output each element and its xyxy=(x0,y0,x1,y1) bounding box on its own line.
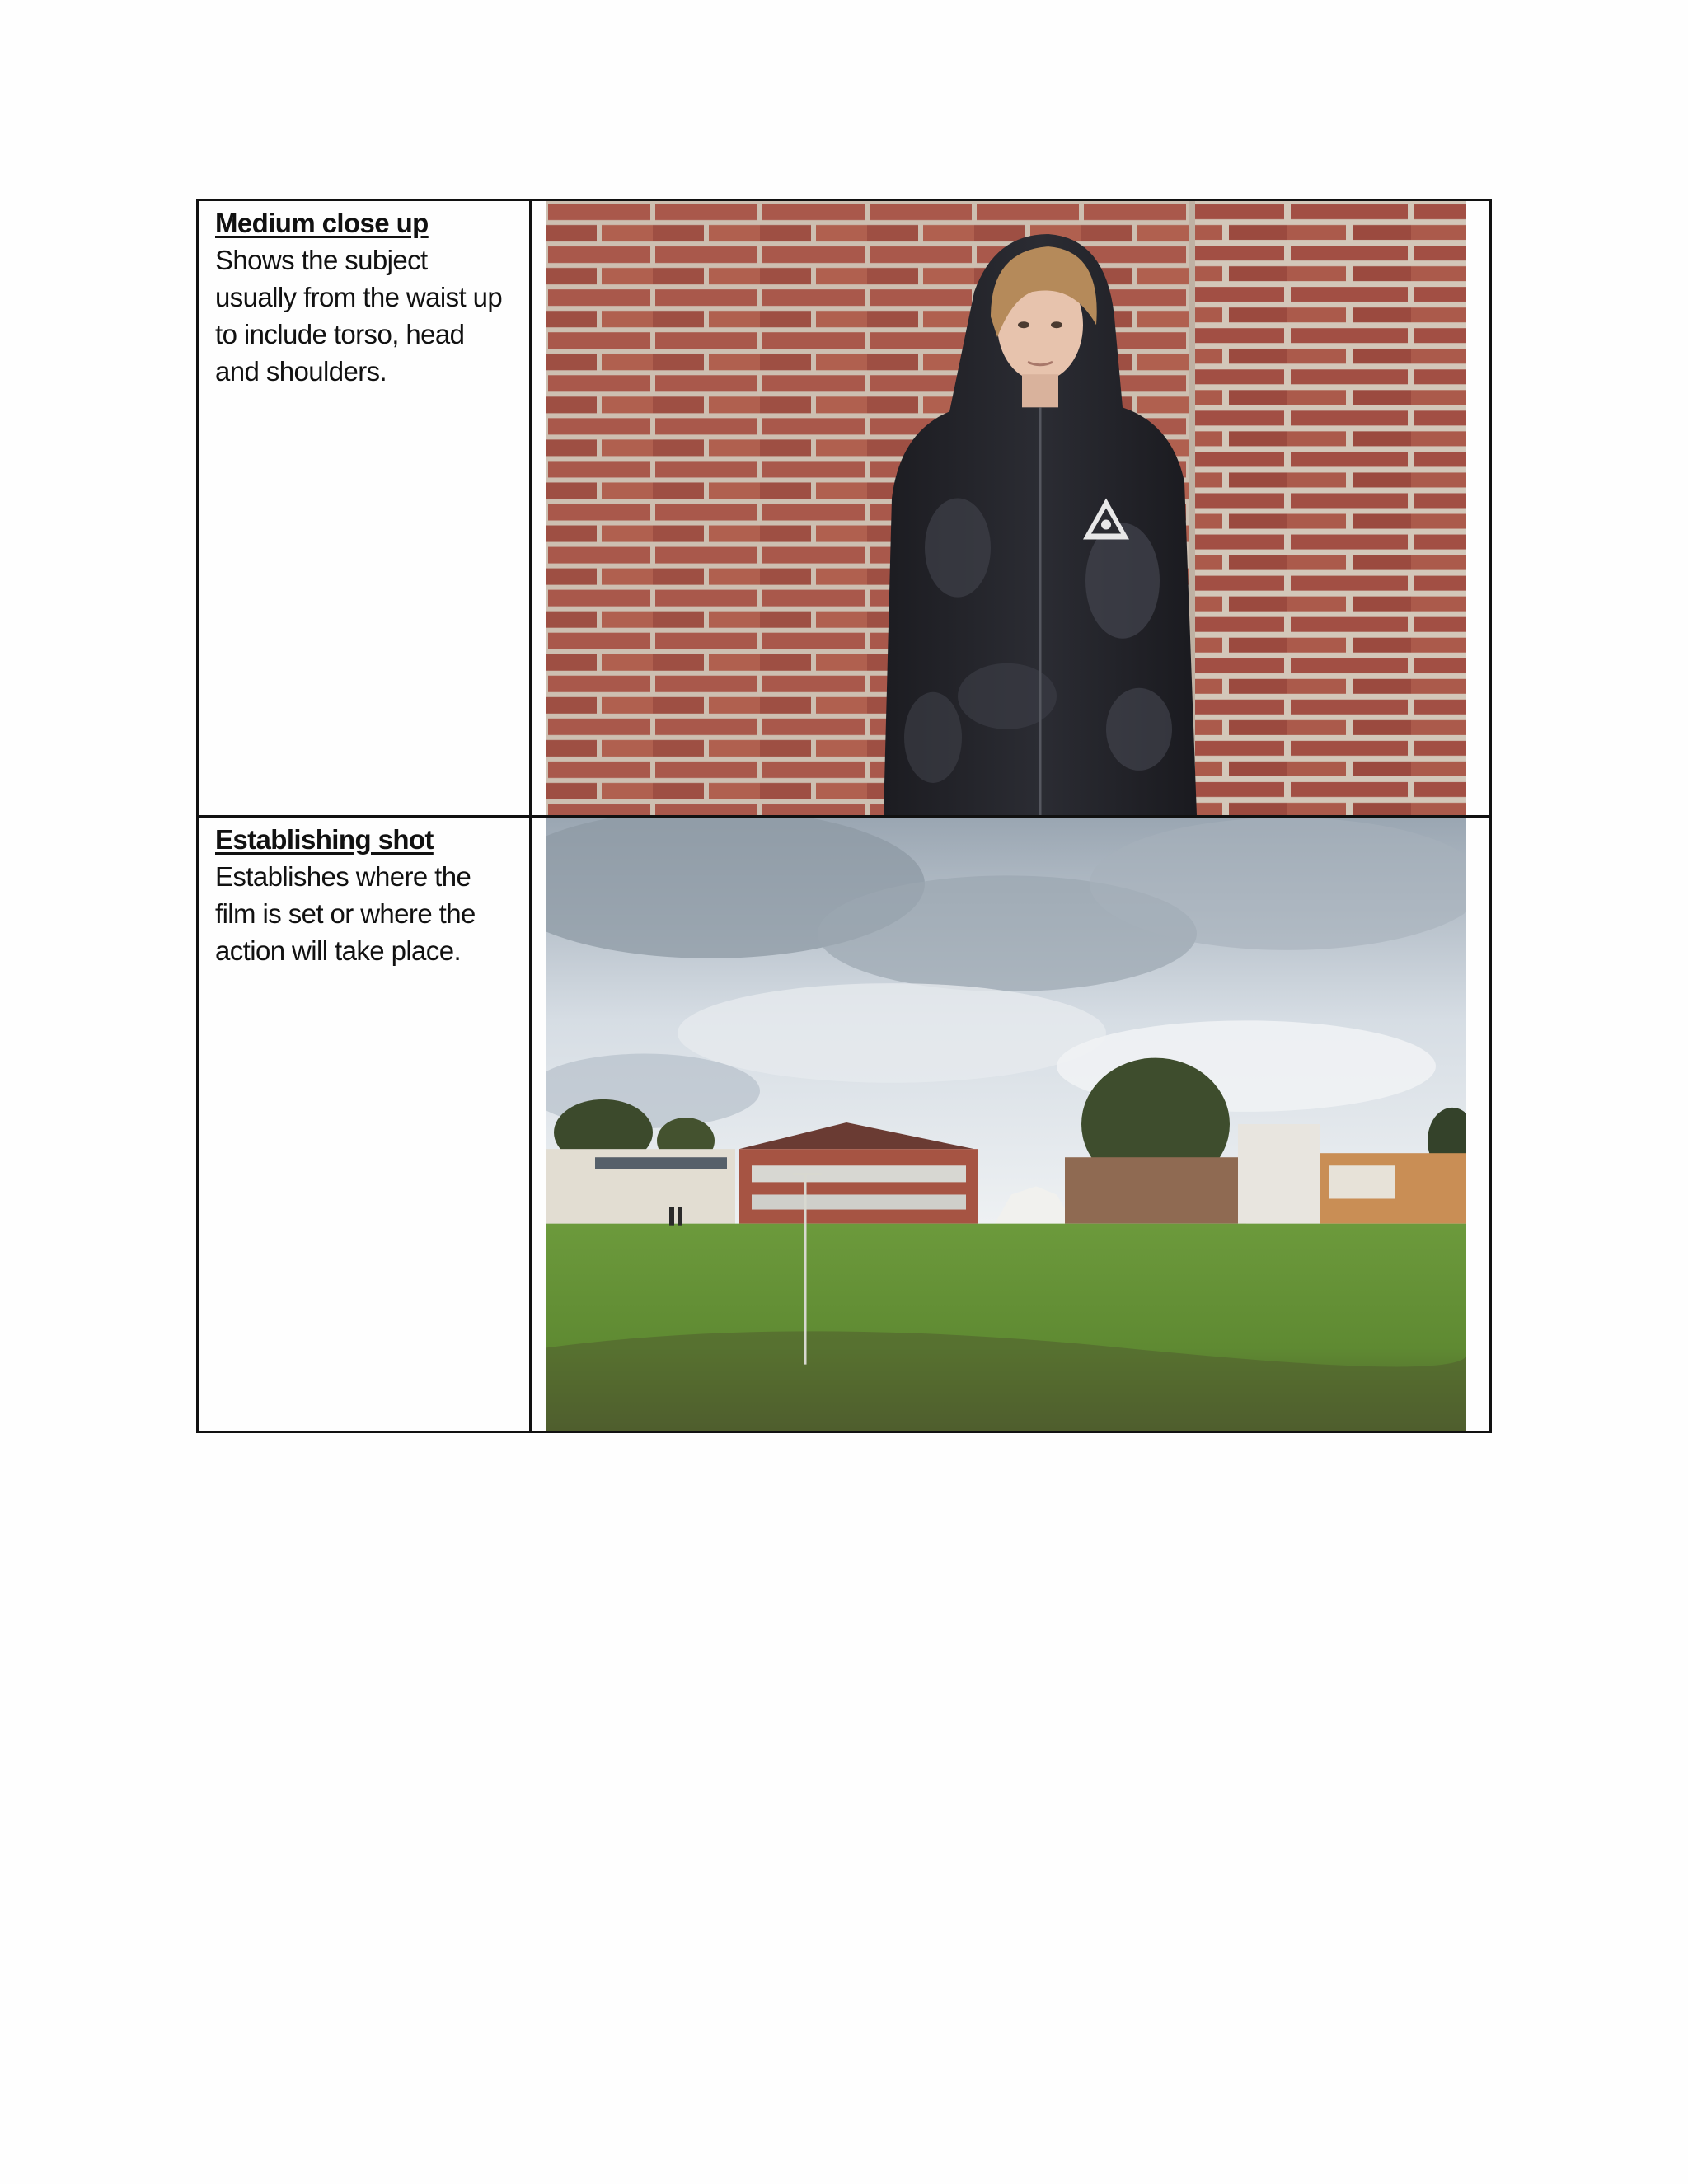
medium-close-up-photo xyxy=(546,201,1466,815)
shot-description-cell xyxy=(199,201,532,815)
table-row xyxy=(199,818,1489,1431)
establishing-shot-photo xyxy=(546,818,1466,1431)
shot-title: Establishing shot xyxy=(215,824,434,855)
shot-description: Shows the subject usually from the waist up to include torso, head and shoulders. xyxy=(215,245,503,387)
shot-description-cell xyxy=(199,818,532,1431)
medium-close-up-image xyxy=(546,201,1466,815)
establishing-shot-image xyxy=(546,818,1466,1431)
shot-title: Medium close up xyxy=(215,208,429,238)
shot-description: Establishes where the film is set or where the action will take place. xyxy=(215,861,476,966)
table-row xyxy=(199,201,1489,818)
shot-types-table xyxy=(196,199,1492,1433)
